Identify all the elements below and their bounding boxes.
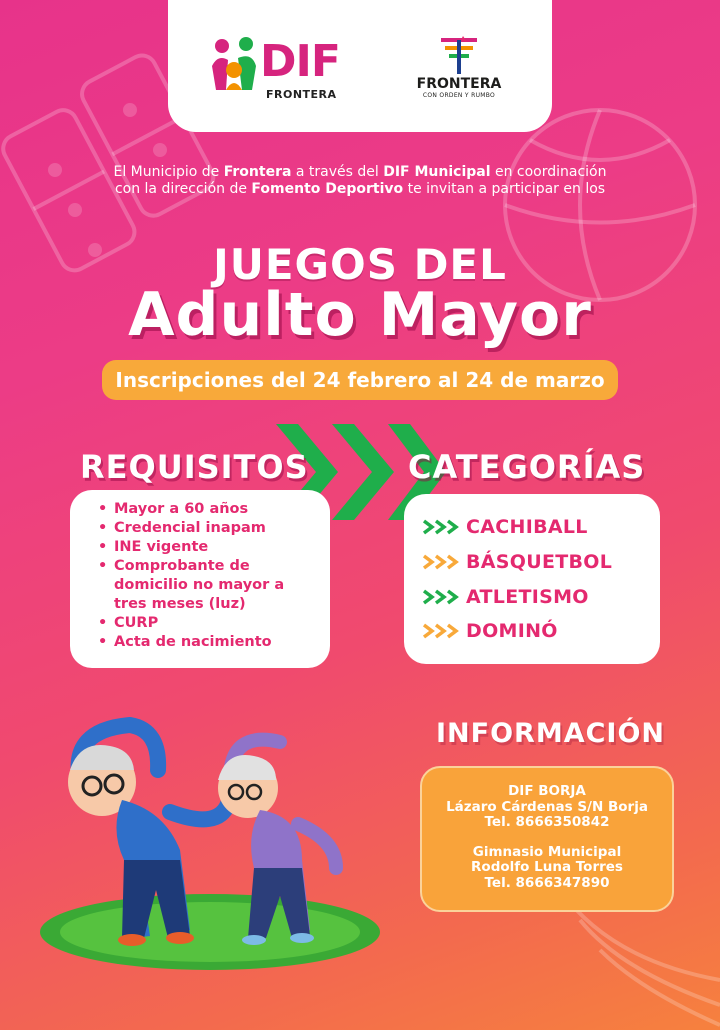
information-box <box>420 766 674 912</box>
category-item: CACHIBALL <box>422 512 588 542</box>
frontera-logo <box>404 32 514 104</box>
category-item: BÁSQUETBOL <box>422 547 612 577</box>
information-heading: INFORMACIÓN <box>436 718 666 749</box>
requirements-box <box>70 490 330 668</box>
requirements-list <box>70 490 330 652</box>
triple-chevron-icon <box>422 554 462 570</box>
dif-logo <box>208 36 368 108</box>
frontera-logo-tagline: CON ORDEN Y RUMBO <box>422 92 496 99</box>
title-line1: JUEGOS DEL <box>213 240 507 289</box>
category-item: DOMINÓ <box>422 616 558 646</box>
list-item: • Acta de nacimiento <box>114 633 330 652</box>
frontera-emblem-icon <box>437 34 481 76</box>
family-icon <box>208 36 260 92</box>
list-item: • Mayor a 60 años <box>114 500 330 519</box>
triple-chevron-icon <box>422 519 462 535</box>
list-item: • Comprobante de domicilio no mayor a tres meses (luz) <box>114 557 294 614</box>
list-item: • INE vigente <box>114 538 330 557</box>
list-item: • Credencial inapam <box>114 519 330 538</box>
triple-chevron-icon <box>422 623 462 639</box>
dif-logo-subtitle: FRONTERA <box>266 88 337 101</box>
title-line2: Adulto Mayor <box>128 280 592 350</box>
triple-chevron-icon <box>422 589 462 605</box>
frontera-logo-text: FRONTERA <box>416 76 502 92</box>
registration-banner: Inscripciones del 24 febrero al 24 de marzo <box>102 360 618 400</box>
elderly-exercising-illustration <box>40 700 400 1000</box>
categories-box <box>404 494 660 664</box>
logo-card <box>168 0 552 132</box>
requirements-heading: REQUISITOS <box>80 448 309 486</box>
intro-text: El Municipio de Frontera a través del DIF Municipal en coordinación con la dirección de Fomento Deportivo te invitan a participar en los <box>113 164 607 197</box>
location-gimnasio-municipal: Gimnasio Municipal Rodolfo Luna Torres Tel. 8666347890 <box>471 843 623 891</box>
location-dif-borja: DIF BORJA Lázaro Cárdenas S/N Borja Tel. 8666350842 <box>446 783 648 830</box>
categories-heading: CATEGORÍAS <box>408 448 646 486</box>
list-item: • CURP <box>114 614 330 633</box>
category-item: ATLETISMO <box>422 582 589 612</box>
dif-logo-text: DIF <box>260 36 340 87</box>
